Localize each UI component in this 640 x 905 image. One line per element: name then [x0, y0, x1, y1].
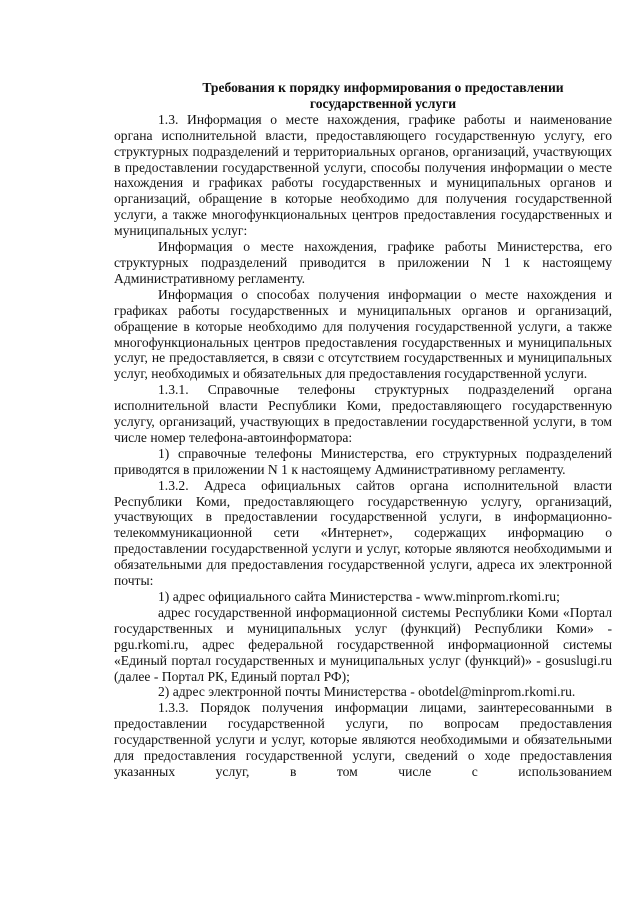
section-heading-line-2: государственной услуги — [309, 95, 457, 111]
paragraph-info-methods: Информация о способах получения информации о месте нахождения и графиках работы государственных и муниципальных органов и организаций, обращение в которые необходимо для получения государственной услуги, а также многофункциональных центров предоставления государственных и муниципальных услуг, не предоставляется, в связи с отсутствием государственных и муниципальных услуг, необходимых и обязательных для предоставления государственной услуги. — [114, 286, 612, 382]
section-heading-line-1: Требования к порядку информирования о предоставлении — [202, 80, 564, 95]
paragraph-1-3-2: 1.3.2. Адреса официальных сайтов органа исполнительной власти Республики Коми, предоставляющего государственную услугу, организаций, участвующих в предоставлении государственной услуги, в информационно-телекоммуникационной сети «Интернет», содержащих информацию о предоставлении государственной услуги и услуг, которые являются необходимыми и обязательными для предоставления государственной услуги, адреса их электронной почты: — [114, 477, 612, 589]
paragraph-website: 1) адрес официального сайта Министерства - www.minprom.rkomi.ru; — [158, 589, 560, 604]
paragraph-ministry-location: Информация о месте нахождения, графике работы Министерства, его структурных подразделений приводится в приложении N 1 к настоящему Административному регламенту. — [114, 239, 612, 286]
paragraph-phones: 1) справочные телефоны Министерства, его структурных подразделений приводятся в приложении N 1 к настоящему Административному регламенту. — [114, 445, 612, 477]
paragraph-1-3-3: 1.3.3. Порядок получения информации лицами, заинтересованными в предоставлении государственной услуги, по вопросам предоставления государственной услуги и услуг, которые являются необходимыми и обязательными для предоставления государственной услуги, сведений о ходе предоставления указанных услуг, в том числе с использованием — [114, 700, 612, 779]
paragraph-1-3: 1.3. Информация о месте нахождения, графике работы и наименование органа исполнительной власти, предоставляющего государственную услугу, его структурных подразделений и территориальных органов, организаций, участвующих в предоставлении государственной услуги, способы получения информации о месте нахождения и графиках работы государственных и муниципальных органов и организаций, обращение в которые необходимо для получения государственной услуги, а также многофункциональных центров предоставления государственных и муниципальных услуг: — [114, 111, 612, 239]
section-heading — [114, 80, 612, 112]
paragraph-portals: адрес государственной информационной системы Республики Коми «Портал государственных и муниципальных услуг (функций) Республики Коми» - pgu.rkomi.ru, адрес федеральной государственной информационной системы «Единый портал государственных и муниципальных услуг (функций)» - gosuslugi.ru (далее - Портал РК, Единый портал РФ); — [114, 604, 612, 684]
paragraph-email: 2) адрес электронной почты Министерства - obotdel@minprom.rkomi.ru. — [158, 684, 576, 700]
document-page — [114, 80, 612, 780]
paragraph-1-3-1: 1.3.1. Справочные телефоны структурных подразделений органа исполнительной власти Республики Коми, предоставляющего государственную услугу, организаций, участвующих в предоставлении государственной услуги, в том числе номер телефона-автоинформатора: — [114, 382, 612, 445]
